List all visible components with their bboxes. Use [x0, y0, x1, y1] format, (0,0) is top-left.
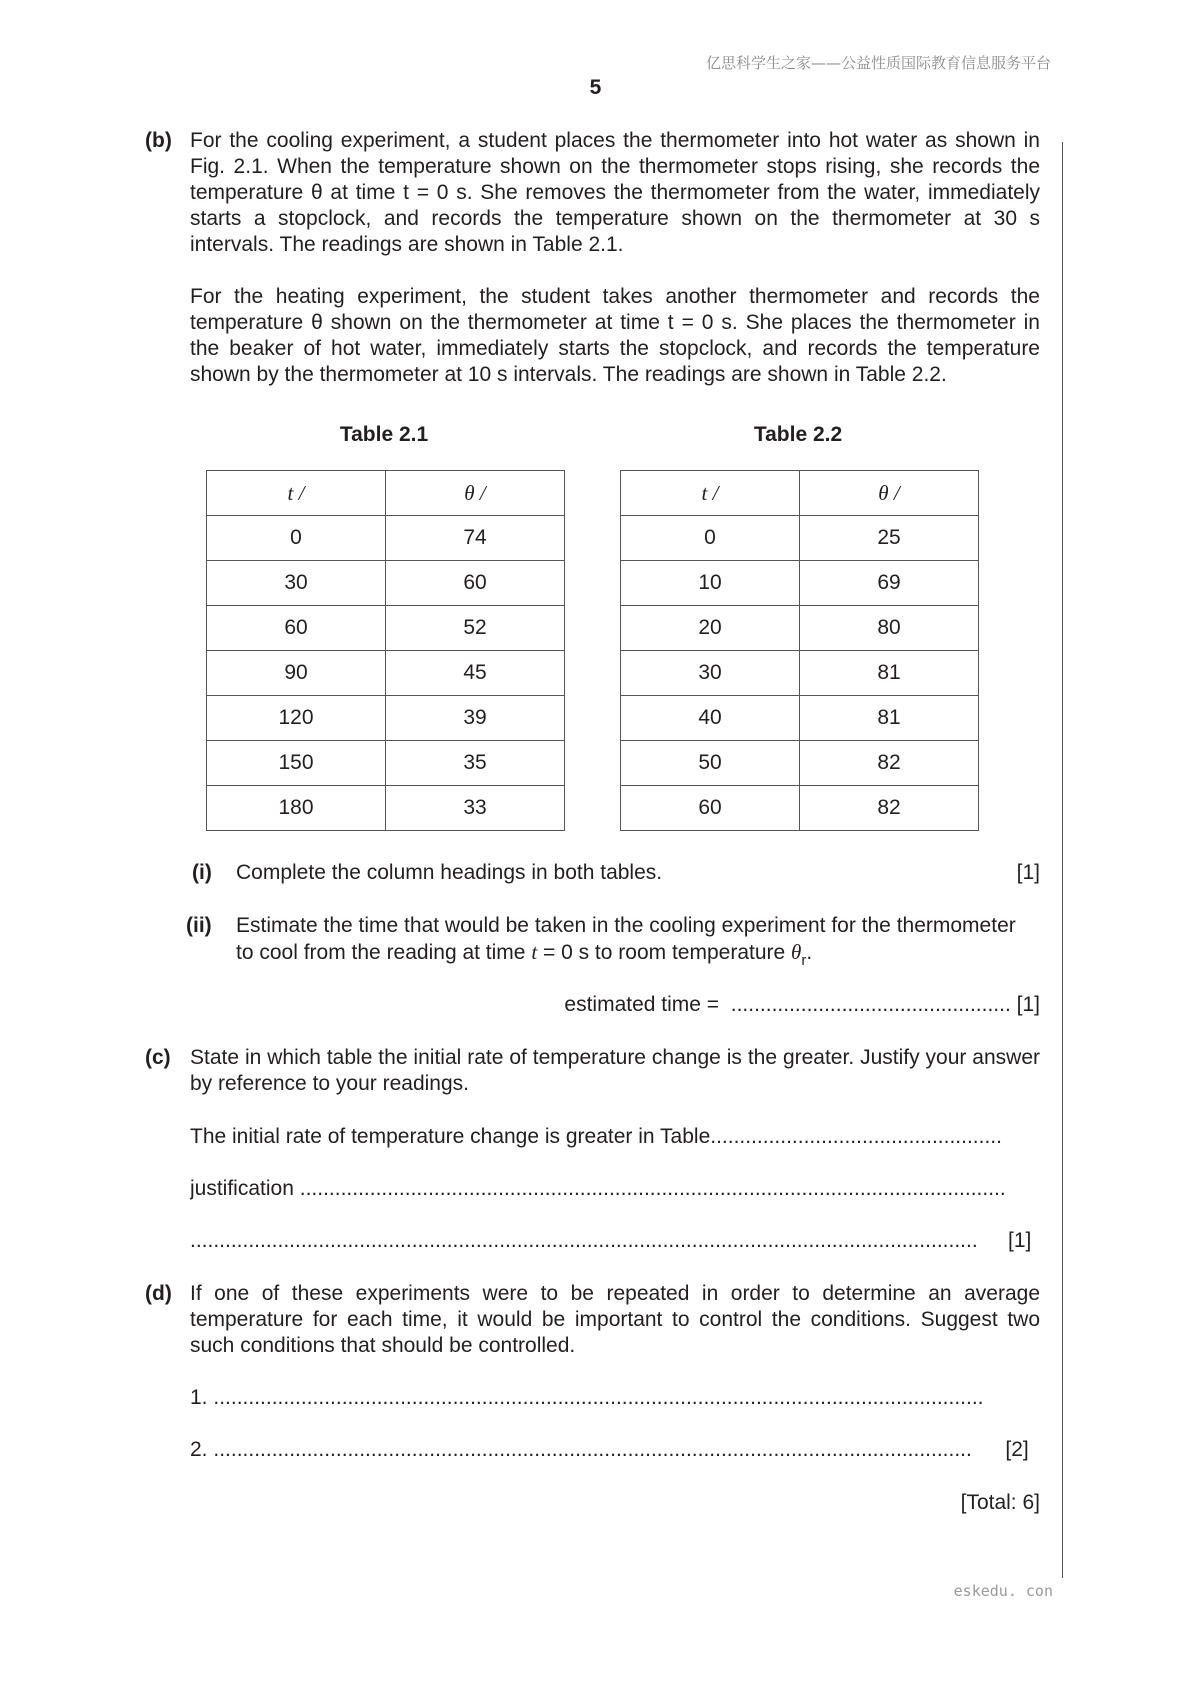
table-cell: 82	[800, 786, 979, 831]
table-cell: 25	[800, 516, 979, 561]
table-cell: 120	[207, 696, 386, 741]
table-cell: 60	[207, 606, 386, 651]
table-cell: 60	[621, 786, 800, 831]
part-d-answer-line-1[interactable]: 1. ....................................................................................................................................	[190, 1386, 984, 1409]
part-d-text: If one of these experiments were to be repeated in order to determine an average temperature for each time, it would be important to control the conditions. Suggest two such conditions that should be controlled.	[190, 1282, 1040, 1357]
part-c-table-answer-line[interactable]: The initial rate of temperature change is greater in Table..................................................	[190, 1125, 1002, 1148]
table-2-1	[206, 470, 565, 831]
table-cell: 45	[386, 651, 565, 696]
table-row	[621, 606, 979, 651]
table-cell: 35	[386, 741, 565, 786]
table-cell: 82	[800, 741, 979, 786]
table-row	[207, 741, 565, 786]
total-marks: [Total: 6]	[960, 1491, 1040, 1514]
table-row	[207, 606, 565, 651]
table-header-cell: t /	[207, 471, 386, 516]
part-b-paragraph1: For the cooling experiment, a student places the thermometer into hot water as shown in Fig. 2.1. When the temperature shown on the thermometer stops rising, she records the temperature θ at time t = 0 s. She removes the thermometer from the water, immediately starts a stopclock, and records the temperature shown on the thermometer at 30 s intervals. The readings are shown in Table 2.1.	[190, 129, 1040, 256]
table-cell: 30	[621, 651, 800, 696]
table-2-2-caption: Table 2.2	[753, 423, 843, 446]
table-row	[207, 651, 565, 696]
part-b-i-marks: [1]	[1016, 861, 1040, 884]
part-b-paragraph2: For the heating experiment, the student takes another thermometer and records the temperature θ shown on the thermometer at time t = 0 s. She places the thermometer in the beaker of hot water, immediately starts the stopclock, and records the temperature shown by the thermometer at 10 s intervals. The readings are shown in Table 2.2.	[190, 285, 1040, 386]
estimated-time-answer-line[interactable]: estimated time = ................................................ [1]	[564, 993, 1040, 1016]
table-row	[621, 516, 979, 561]
table-row	[207, 696, 565, 741]
part-b-ii-text	[236, 913, 1046, 974]
part-c-justification-line[interactable]: justification .........................................................................................................................	[190, 1177, 1006, 1200]
part-b-ii-line2: to cool from the reading at time t = 0 s to room temperature $\theta_r$.	[236, 940, 813, 969]
table-cell: 20	[621, 606, 800, 651]
page-number: 5	[589, 76, 602, 99]
part-c-justification-line-2[interactable]: ....................................................................................................................................... [1]	[190, 1229, 1032, 1252]
table-cell: 33	[386, 786, 565, 831]
part-d-label: (d)	[145, 1282, 172, 1305]
part-b-label: (b)	[145, 129, 172, 152]
table-cell: 150	[207, 741, 386, 786]
table-cell: 10	[621, 561, 800, 606]
table-cell: 39	[386, 696, 565, 741]
margin-line	[1062, 142, 1063, 1578]
table-cell: 0	[621, 516, 800, 561]
part-b-ii-line1: Estimate the time that would be taken in the cooling experiment for the thermometer	[236, 914, 1016, 937]
table-cell: 60	[386, 561, 565, 606]
table-header-row	[207, 471, 565, 516]
table-row	[207, 516, 565, 561]
table-2-2	[620, 470, 979, 831]
part-b-i-text: Complete the column headings in both tables.	[236, 861, 663, 884]
table-cell: 74	[386, 516, 565, 561]
table-cell: 0	[207, 516, 386, 561]
table-header-row	[621, 471, 979, 516]
table-row	[621, 786, 979, 831]
part-c-text: State in which table the initial rate of temperature change is the greater. Justify your answer by reference to your readings.	[190, 1046, 1040, 1095]
footer-site-name: eskedu. con	[953, 1582, 1053, 1600]
table-cell: 52	[386, 606, 565, 651]
table-header-cell: θ /	[800, 471, 979, 516]
table-cell: 90	[207, 651, 386, 696]
part-c-label: (c)	[145, 1046, 171, 1069]
table-2-1-caption: Table 2.1	[339, 423, 429, 446]
table-cell: 80	[800, 606, 979, 651]
table-cell: 30	[207, 561, 386, 606]
table-header-cell: θ /	[386, 471, 565, 516]
table-row	[621, 651, 979, 696]
table-row	[621, 696, 979, 741]
table-row	[621, 561, 979, 606]
table-header-cell: t /	[621, 471, 800, 516]
table-cell: 50	[621, 741, 800, 786]
table-row	[207, 561, 565, 606]
table-cell: 69	[800, 561, 979, 606]
table-cell: 40	[621, 696, 800, 741]
part-d-answer-line-2[interactable]: 2. .................................................................................................................................. [2]	[190, 1438, 1029, 1461]
table-cell: 180	[207, 786, 386, 831]
part-b-ii-label: (ii)	[186, 914, 212, 937]
table-row	[621, 741, 979, 786]
table-row	[207, 786, 565, 831]
part-b-i-label: (i)	[192, 861, 212, 884]
table-cell: 81	[800, 696, 979, 741]
table-cell: 81	[800, 651, 979, 696]
header-site-name: 亿思科学生之家——公益性质国际教育信息服务平台	[705, 54, 1051, 72]
